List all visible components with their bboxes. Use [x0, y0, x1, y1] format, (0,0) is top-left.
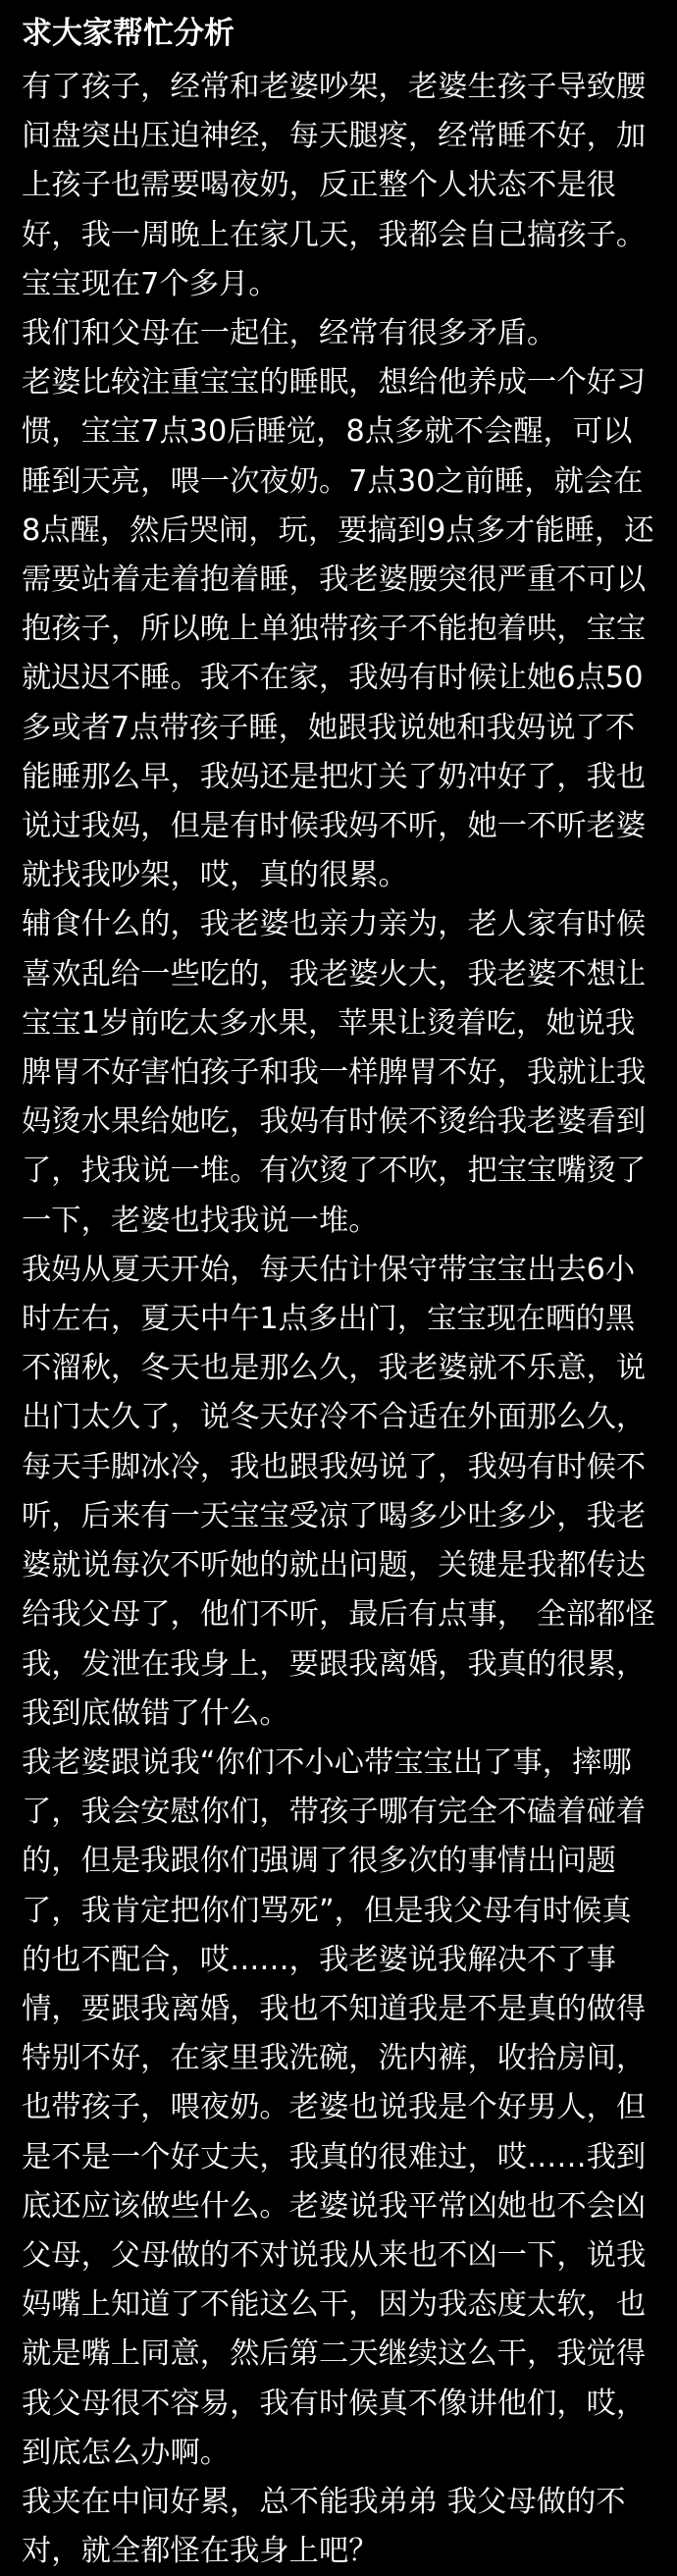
paragraph: 我老婆跟说我“你们不小心带宝宝出了事，摔哪了，我会安慰你们，带孩子哪有完全不磕着碰着的，但是我跟你们强调了很多次的事情出问题了，我肯定把你们骂死”，但是我父母有时候真的也不配合，哎……，我老婆说我解决不了事情，要跟我离婚，我也不知道我是不是真的做得特别不好，在家里我洗碗，洗内裤，收拾房间，也带孩子，喂夜奶。老婆也说我是个好男人，但是不是一个好丈夫，我真的很难过，哎……我到底还应该做些什么。老婆说我平常凶她也不会凶父母，父母做的不对说我从来也不凶一下，说我妈嘴上知道了不能这么干，因为我态度太软，也就是嘴上同意，然后第二天继续这么干，我觉得我父母很不容易，我有时候真不像讲他们，哎，到底怎么办啊。	[22, 1744, 647, 2470]
post-title: 求大家帮忙分析	[22, 16, 234, 51]
paragraph: 我们和父母在一起住，经常有很多矛盾。	[22, 316, 557, 351]
paragraph: 有了孩子，经常和老婆吵架，老婆生孩子导致腰间盘突出压迫神经，每天腿疼，经常睡不好，加上孩子也需要喝夜奶，反正整个人状态不是很好，我一周晚上在家几天，我都会自己搞孩子。宝宝现在7个多月。	[22, 70, 647, 301]
paragraph: 辅食什么的，我老婆也亲力亲为，老人家有时候喜欢乱给一些吃的，我老婆火大，我老婆不想让宝宝1岁前吃太多水果，苹果让烫着吃，她说我脾胃不好害怕孩子和我一样脾胃不好，我就让我妈烫水果给她吃，我妈有时候不烫给我老婆看到了，找我说一堆。有次烫了不吹，把宝宝嘴烫了一下，老婆也找我说一堆。	[22, 907, 647, 1238]
paragraph: 我夹在中间好累，总不能我弟弟 我父母做的不对，就全都怪在我身上吧？	[22, 2484, 626, 2569]
paragraph: 老婆比较注重宝宝的睡眠，想给他养成一个好习惯，宝宝7点30后睡觉，8点多就不会醒，可以睡到天亮，喂一次夜奶。7点30之前睡，就会在8点醒，然后哭闹，玩，要搞到9点多才能睡，还需要站着走着抱着睡，我老婆腰突很严重不可以抱孩子，所以晚上单独带孩子不能抱着哄，宝宝就迟迟不睡。我不在家，我妈有时候让她6点50多或者7点带孩子睡，她跟我说她和我妈说了不能睡那么早，我妈还是把灯关了奶冲好了，我也说过我妈，但是有时候我妈不听，她一不听老婆就找我吵架，哎，真的很累。	[22, 365, 654, 893]
post-body	[22, 63, 655, 2576]
paragraph: 我妈从夏天开始，每天估计保守带宝宝出去6小时左右，夏天中午1点多出门，宝宝现在晒的黑不溜秋，冬天也是那么久，我老婆就不乐意，说出门太久了，说冬天好冷不合适在外面那么久，每天手脚冰冷，我也跟我妈说了，我妈有时候不听，后来有一天宝宝受凉了喝多少吐多少，我老婆就说每次不听她的就出问题，关键是我都传达给我父母了，他们不听，最后有点事， 全部都怪我，发泄在我身上，要跟我离婚，我真的很累，我到底做错了什么。	[22, 1252, 655, 1731]
